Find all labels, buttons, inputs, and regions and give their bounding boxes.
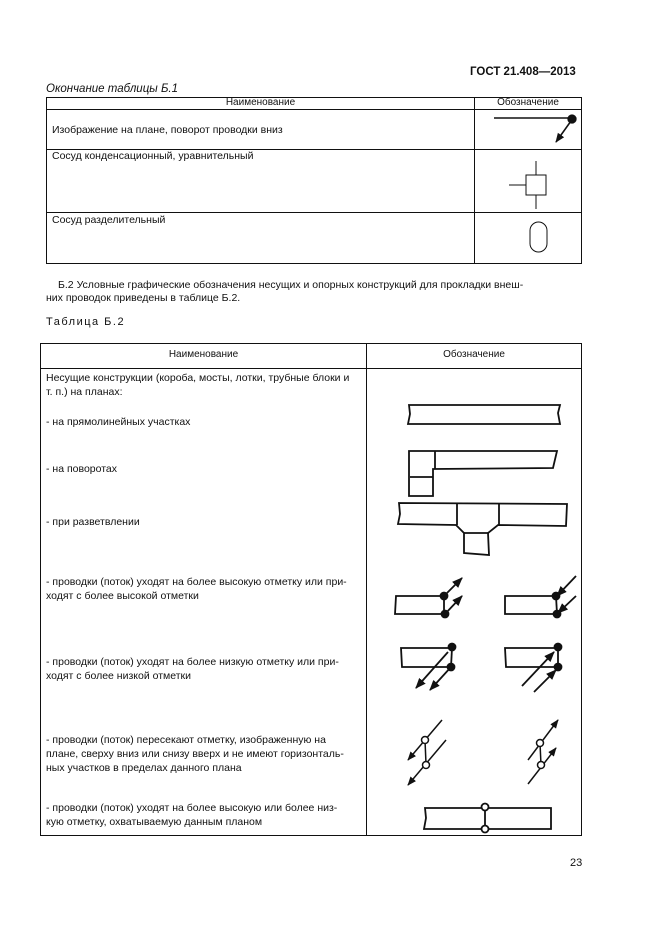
- straight-tray-icon: [408, 405, 560, 424]
- separating-vessel-icon: [530, 222, 547, 252]
- condensation-vessel-icon: [509, 161, 546, 209]
- column-header-symbol: Обозначение: [497, 97, 559, 108]
- flow-up-icon: [395, 576, 576, 618]
- flow-down-icon: [401, 644, 562, 693]
- flow-cross-icon: [408, 720, 558, 785]
- table-row-name: Сосуд конденсационный, уравнительный: [52, 150, 254, 162]
- branch-tray-icon: [398, 503, 567, 555]
- span-level-icon: [424, 804, 551, 833]
- table-row-text: Несущие конструкции (короба, мосты, лотки, трубные блоки и т. п.) на планах:: [46, 372, 350, 398]
- paragraph-line: Б.2 Условные графические обозначения несущих и опорных конструкций для прокладки внеш-: [58, 279, 524, 291]
- table-b1-caption: Окончание таблицы Б.1: [46, 83, 179, 95]
- table-row-text: - проводки (поток) уходят на более высокую отметку или при- ходят с более высокой отметки: [46, 576, 347, 602]
- page-number: 23: [570, 857, 583, 869]
- table-row-name: Изображение на плане, поворот проводки вниз: [52, 124, 283, 136]
- paragraph-line: них проводок приведены в таблице Б.2.: [46, 292, 241, 304]
- table-row-text: - на поворотах: [46, 463, 118, 475]
- document-header: ГОСТ 21.408—2013: [470, 66, 576, 78]
- table-row-text: - проводки (поток) уходят на более низкую отметку или при- ходят с более низкой отметки: [46, 656, 339, 682]
- column-header-name: Наименование: [168, 349, 239, 360]
- table-row-text: - при разветвлении: [46, 516, 140, 528]
- table-row-name: Сосуд разделительный: [52, 214, 166, 226]
- column-header-symbol: Обозначение: [443, 349, 505, 360]
- table-row-text: - проводки (поток) пересекают отметку, изображенную на плане, сверху вниз или снизу вверх и не имеют горизонталь- ных участков в пределах данного плана: [46, 734, 344, 774]
- turn-tray-icon: [409, 451, 557, 496]
- table-row-text: - проводки (поток) уходят на более высокую или более низ- кую отметку, охватываемую данным планом: [46, 802, 338, 828]
- table-b2-caption: Таблица Б.2: [46, 316, 126, 328]
- column-header-name: Наименование: [225, 97, 296, 108]
- table-row-text: - на прямолинейных участках: [46, 416, 191, 428]
- line-turn-down-icon: [494, 115, 576, 142]
